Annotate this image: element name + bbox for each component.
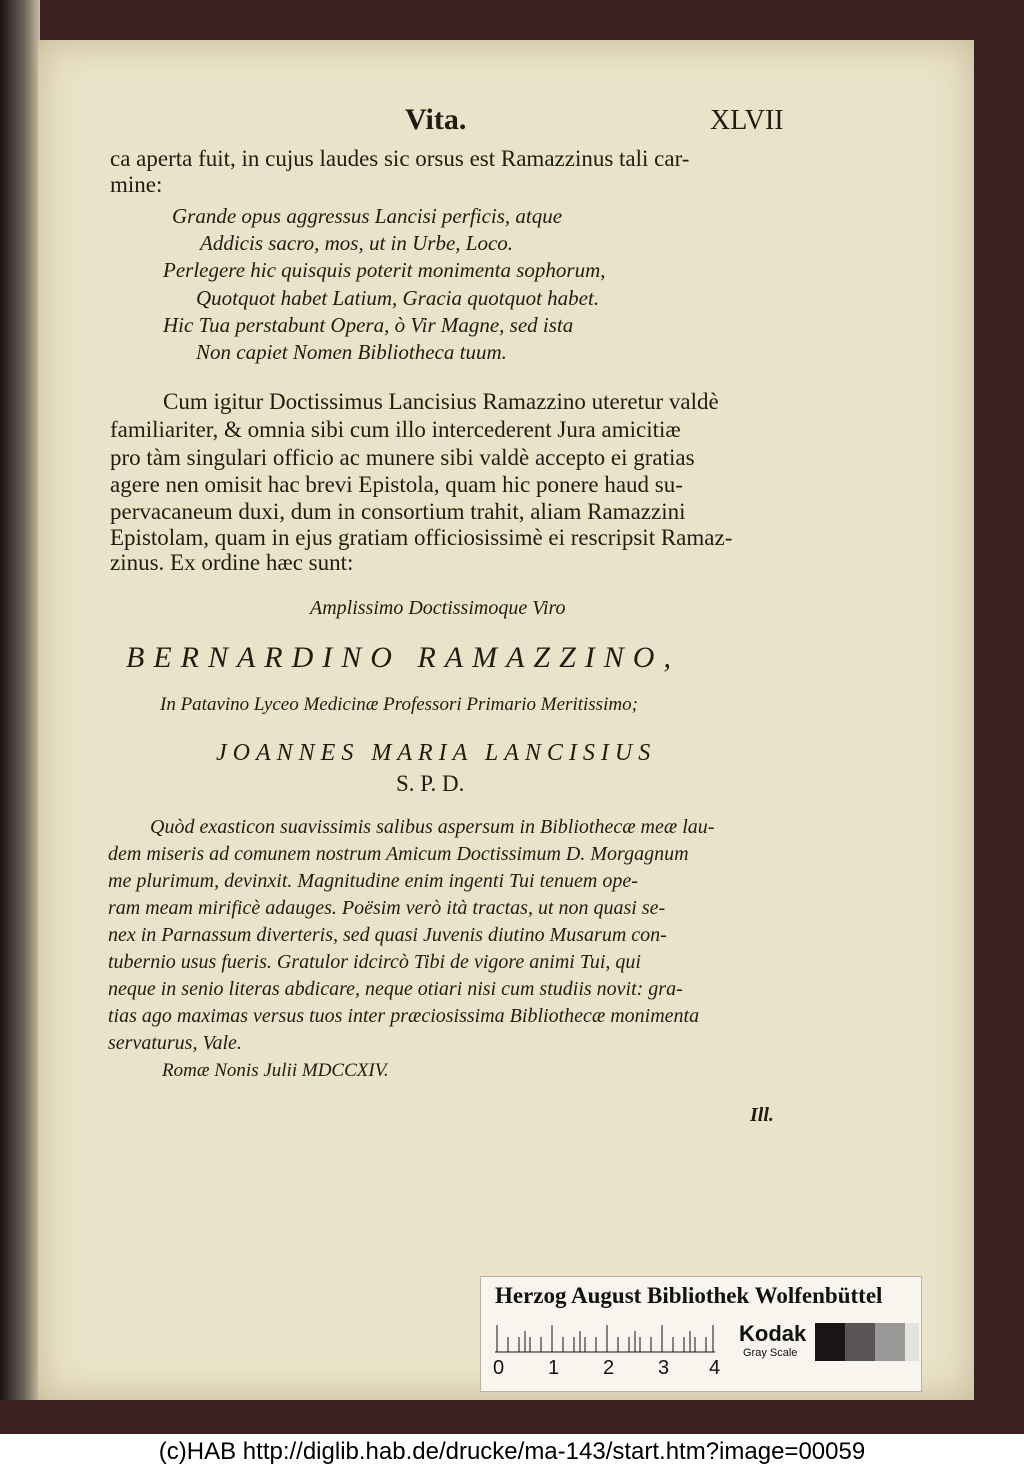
kodak-logo: Kodak xyxy=(739,1321,807,1346)
letter-line: dem miseris ad comunem nostrum Amicum Doctissimum D. Morgagnum xyxy=(108,843,689,865)
ruler-number: 2 xyxy=(603,1357,615,1379)
color-scale-card xyxy=(480,1276,922,1392)
verse-line: Non capiet Nomen Bibliotheca tuum. xyxy=(196,340,507,364)
catchword: Ill. xyxy=(750,1104,774,1126)
letter-line: me plurimum, devinxit. Magnitudine enim ingenti Tui tenuem ope- xyxy=(108,870,638,892)
verse-line: Perlegere hic quisquis poterit monimenta sophorum, xyxy=(163,258,606,282)
book-gutter xyxy=(0,0,40,1400)
gray-swatch xyxy=(905,1323,919,1361)
letter-line: nex in Parnassum diverteris, sed quasi Juvenis diutino Musarum con- xyxy=(108,924,667,946)
paragraph-line: Epistolam, quam in ejus gratiam officiosissimè ei rescripsit Ramaz- xyxy=(110,525,733,550)
letter-recipient-title: In Patavino Lyceo Medicinæ Professori Primario Meritissimo; xyxy=(160,694,638,715)
paragraph-line: pervacaneum duxi, dum in consortium trahit, aliam Ramazzini xyxy=(110,499,686,524)
verse-line: Hic Tua perstabunt Opera, ò Vir Magne, sed ista xyxy=(163,313,574,337)
letter-sender: JOANNES MARIA LANCISIUS xyxy=(216,740,657,766)
paragraph-line: Cum igitur Doctissimus Lancisius Ramazzino uteretur valdè xyxy=(163,389,719,414)
letter-recipient: BERNARDINO RAMAZZINO, xyxy=(126,641,680,674)
verse-line: Addicis sacro, mos, ut in Urbe, Loco. xyxy=(200,231,514,255)
letter-line: Quòd exasticon suavissimis salibus aspersum in Bibliothecæ meæ lau- xyxy=(150,816,715,838)
letter-line: ram meam mirificè adauges. Poësim verò ità tractas, ut non quasi se- xyxy=(108,897,666,919)
paragraph-line: zinus. Ex ordine hæc sunt: xyxy=(110,550,354,575)
verse-line: Quotquot habet Latium, Gracia quotquot habet. xyxy=(196,286,600,310)
footer-credit: (c)HAB http://diglib.hab.de/drucke/ma-143/start.htm?image=00059 xyxy=(0,1434,1024,1470)
ruler-number: 1 xyxy=(548,1357,560,1379)
intro-line: ca aperta fuit, in cujus laudes sic orsus est Ramazzinus tali car- xyxy=(110,146,690,171)
letter-salutation: Amplissimo Doctissimoque Viro xyxy=(310,597,566,619)
page-number: XLVII xyxy=(710,105,784,136)
letter-line: tias ago maximas versus tuos inter præciosissima Bibliothecæ monimenta xyxy=(108,1005,700,1027)
letter-line: servaturus, Vale. xyxy=(108,1032,242,1054)
ruler-number: 0 xyxy=(493,1357,505,1379)
institution-name: Herzog August Bibliothek Wolfenbüttel xyxy=(495,1283,883,1308)
intro-line: mine: xyxy=(110,172,163,197)
letter-line: tubernio usus fueris. Gratulor idcircò Tibi de vigore animi Tui, qui xyxy=(108,951,641,973)
paragraph-line: pro tàm singulari officio ac munere sibi valdè accepto ei gratias xyxy=(110,445,695,470)
verse-line: Grande opus aggressus Lancisi perficis, atque xyxy=(172,204,563,228)
page-running-title: Vita. xyxy=(405,103,467,136)
ruler-number: 3 xyxy=(658,1357,670,1379)
paragraph-line: agere nen omisit hac brevi Epistola, quam hic ponere haud su- xyxy=(110,472,683,497)
ruler-icon xyxy=(495,1325,715,1353)
letter-spd: S. P. D. xyxy=(396,771,465,796)
gray-scale-label: Gray Scale xyxy=(743,1347,798,1359)
gray-swatch xyxy=(875,1323,905,1361)
paragraph-line: familiariter, & omnia sibi cum illo intercederent Jura amicitiæ xyxy=(110,417,681,442)
ruler-number: 4 xyxy=(709,1357,721,1379)
letter-dateline: Romæ Nonis Julii MDCCXIV. xyxy=(162,1060,389,1081)
gray-swatch xyxy=(815,1323,845,1361)
gray-swatch xyxy=(845,1323,875,1361)
letter-line: neque in senio literas abdicare, neque otiari nisi cum studiis novit: gra- xyxy=(108,978,683,1000)
